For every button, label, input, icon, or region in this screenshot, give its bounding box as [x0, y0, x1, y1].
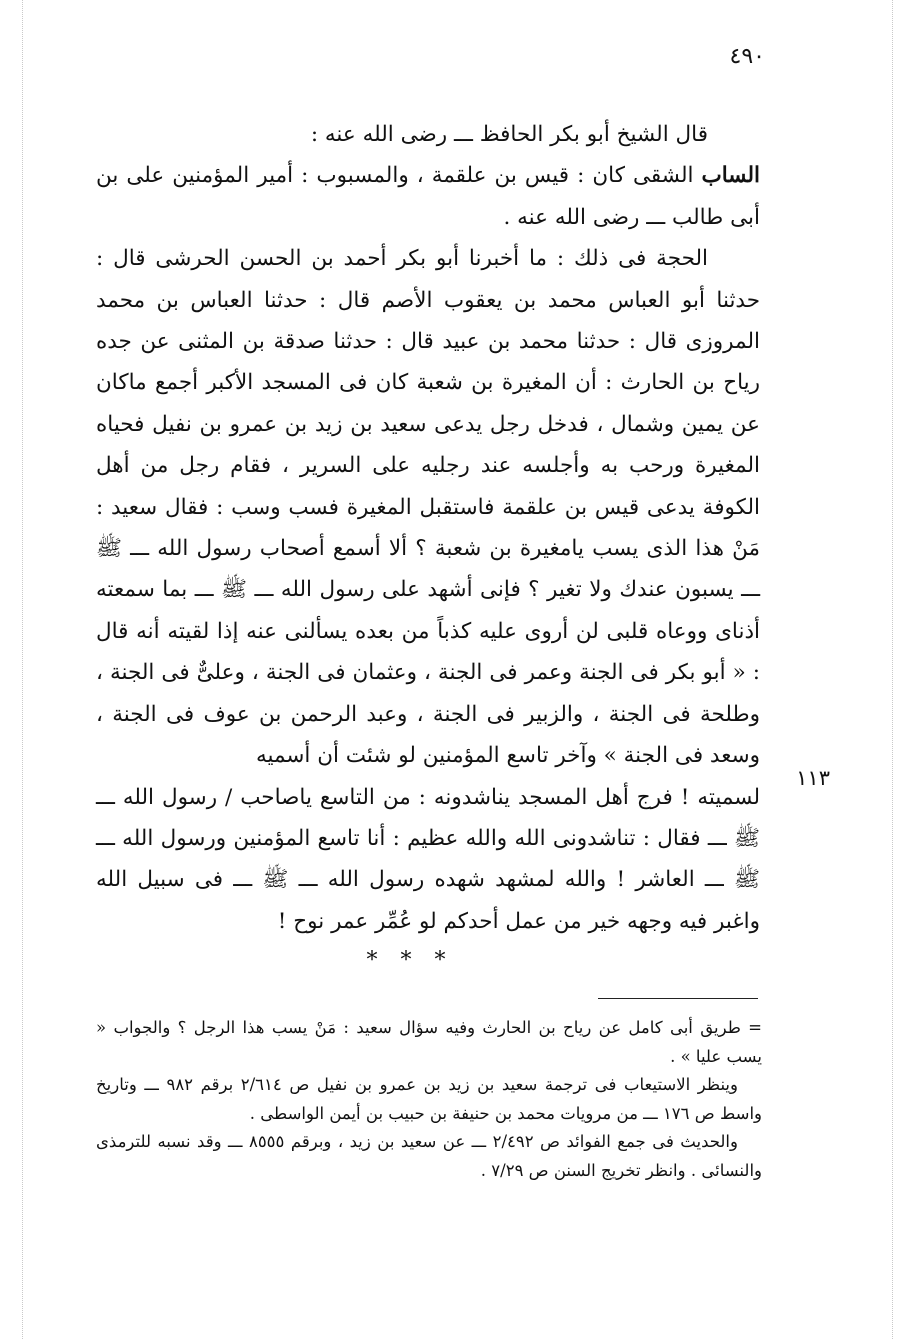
margin-page-reference: ١١٣ [796, 766, 830, 790]
lead-word: الساب [701, 163, 760, 189]
footnote-rule [598, 998, 758, 999]
paragraph-hujja-continued: لسميته ! فرج أهل المسجد يناشدونه : من التاسع ياصاحب / رسول الله ـــ ﷺ ـــ فقال : تناشدونى الله والله عظيم : أنا تاسع المؤمنين ورسول الله ـــ ﷺ ـــ العاشر ! والله لمشهد شهده رسول الله ـــ ﷺ ـــ فى سبيل الله واغبر فيه وجهه خير من عمل أحدكم لو عُمِّر عمر نوح ! [96, 784, 760, 934]
page-number: ٤٩٠ [729, 44, 765, 69]
footnote-3: والحديث فى جمع الفوائد ص ٢/٤٩٢ ـــ عن سعيد بن زيد ، وبرقم ٨٥٥٥ ـــ وقد نسبه للترمذى والنسائى . وانظر تخريج السنن ص ٧/٢٩ . [96, 1132, 762, 1180]
paragraph-sabb-text: الشقى كان : قيس بن علقمة ، والمسبوب : أمير المؤمنين على بن أبى طالب ـــ رضى الله عنه . [96, 163, 760, 230]
footnote-1: = طريق أبى كامل عن رياح بن الحارث وفيه سؤال سعيد : مَنْ يسب هذا الرجل ؟ والجواب « يسب عليا » . [96, 1018, 762, 1066]
paragraph-hujja: الحجة فى ذلك : ما أخبرنا أبو بكر أحمد بن الحسن الحرشى قال : حدثنا أبو العباس محمد بن يعقوب الأصم قال : حدثنا العباس بن محمد المروزى قال : حدثنا محمد بن عبيد قال : حدثنا صدقة بن المثنى عن جده رياح بن الحارث : أن المغيرة بن شعبة كان فى المسجد الأكبر أجمع ماكان عن يمين وشمال ، فدخل رجل يدعى سعيد بن زيد بن عمرو بن نفيل فحياه المغيرة ورحب به وأجلسه عند رجليه على السرير ، فقام رجل من أهل الكوفة يدعى قيس بن علقمة فاستقبل المغيرة فسب وسب : فقال سعيد : مَنْ هذا الذى يسب يامغيرة بن شعبة ؟ ألا أسمع أصحاب رسول الله ـــ ﷺ ـــ يسبون عندك ولا تغير ؟ فإنى أشهد على رسول الله ـــ ﷺ ـــ بما سمعته أذناى ووعاه قلبى لن أروى عليه كذباً من بعده يسألنى عنه إذا لقيته أنه قال : « أبو بكر فى الجنة وعمر فى الجنة ، وعثمان فى الجنة ، وعلىٌّ فى الجنة ، وطلحة فى الجنة ، والزبير فى الجنة ، وعبد الرحمن بن عوف فى الجنة ، وسعد فى الجنة » وآخر تاسع المؤمنين لو شئت أن أسميه [96, 246, 760, 769]
scan-edge-right [892, 0, 893, 1339]
section-separator: * * * [366, 948, 454, 973]
footnotes [96, 1014, 762, 1186]
main-text [96, 114, 760, 942]
scan-edge-left [22, 0, 23, 1339]
paragraph-sabb [96, 155, 760, 238]
footnote-2: وينظر الاستيعاب فى ترجمة سعيد بن زيد بن عمرو بن نفيل ص ٢/٦١٤ برقم ٩٨٢ ـــ وتاريخ واسط ص ١٧٦ ـــ من مرويات محمد بن حنيفة بن حبيب بن أيمن الواسطى . [96, 1075, 762, 1123]
opening-line: قال الشيخ أبو بكر الحافظ ـــ رضى الله عنه : [310, 122, 708, 147]
